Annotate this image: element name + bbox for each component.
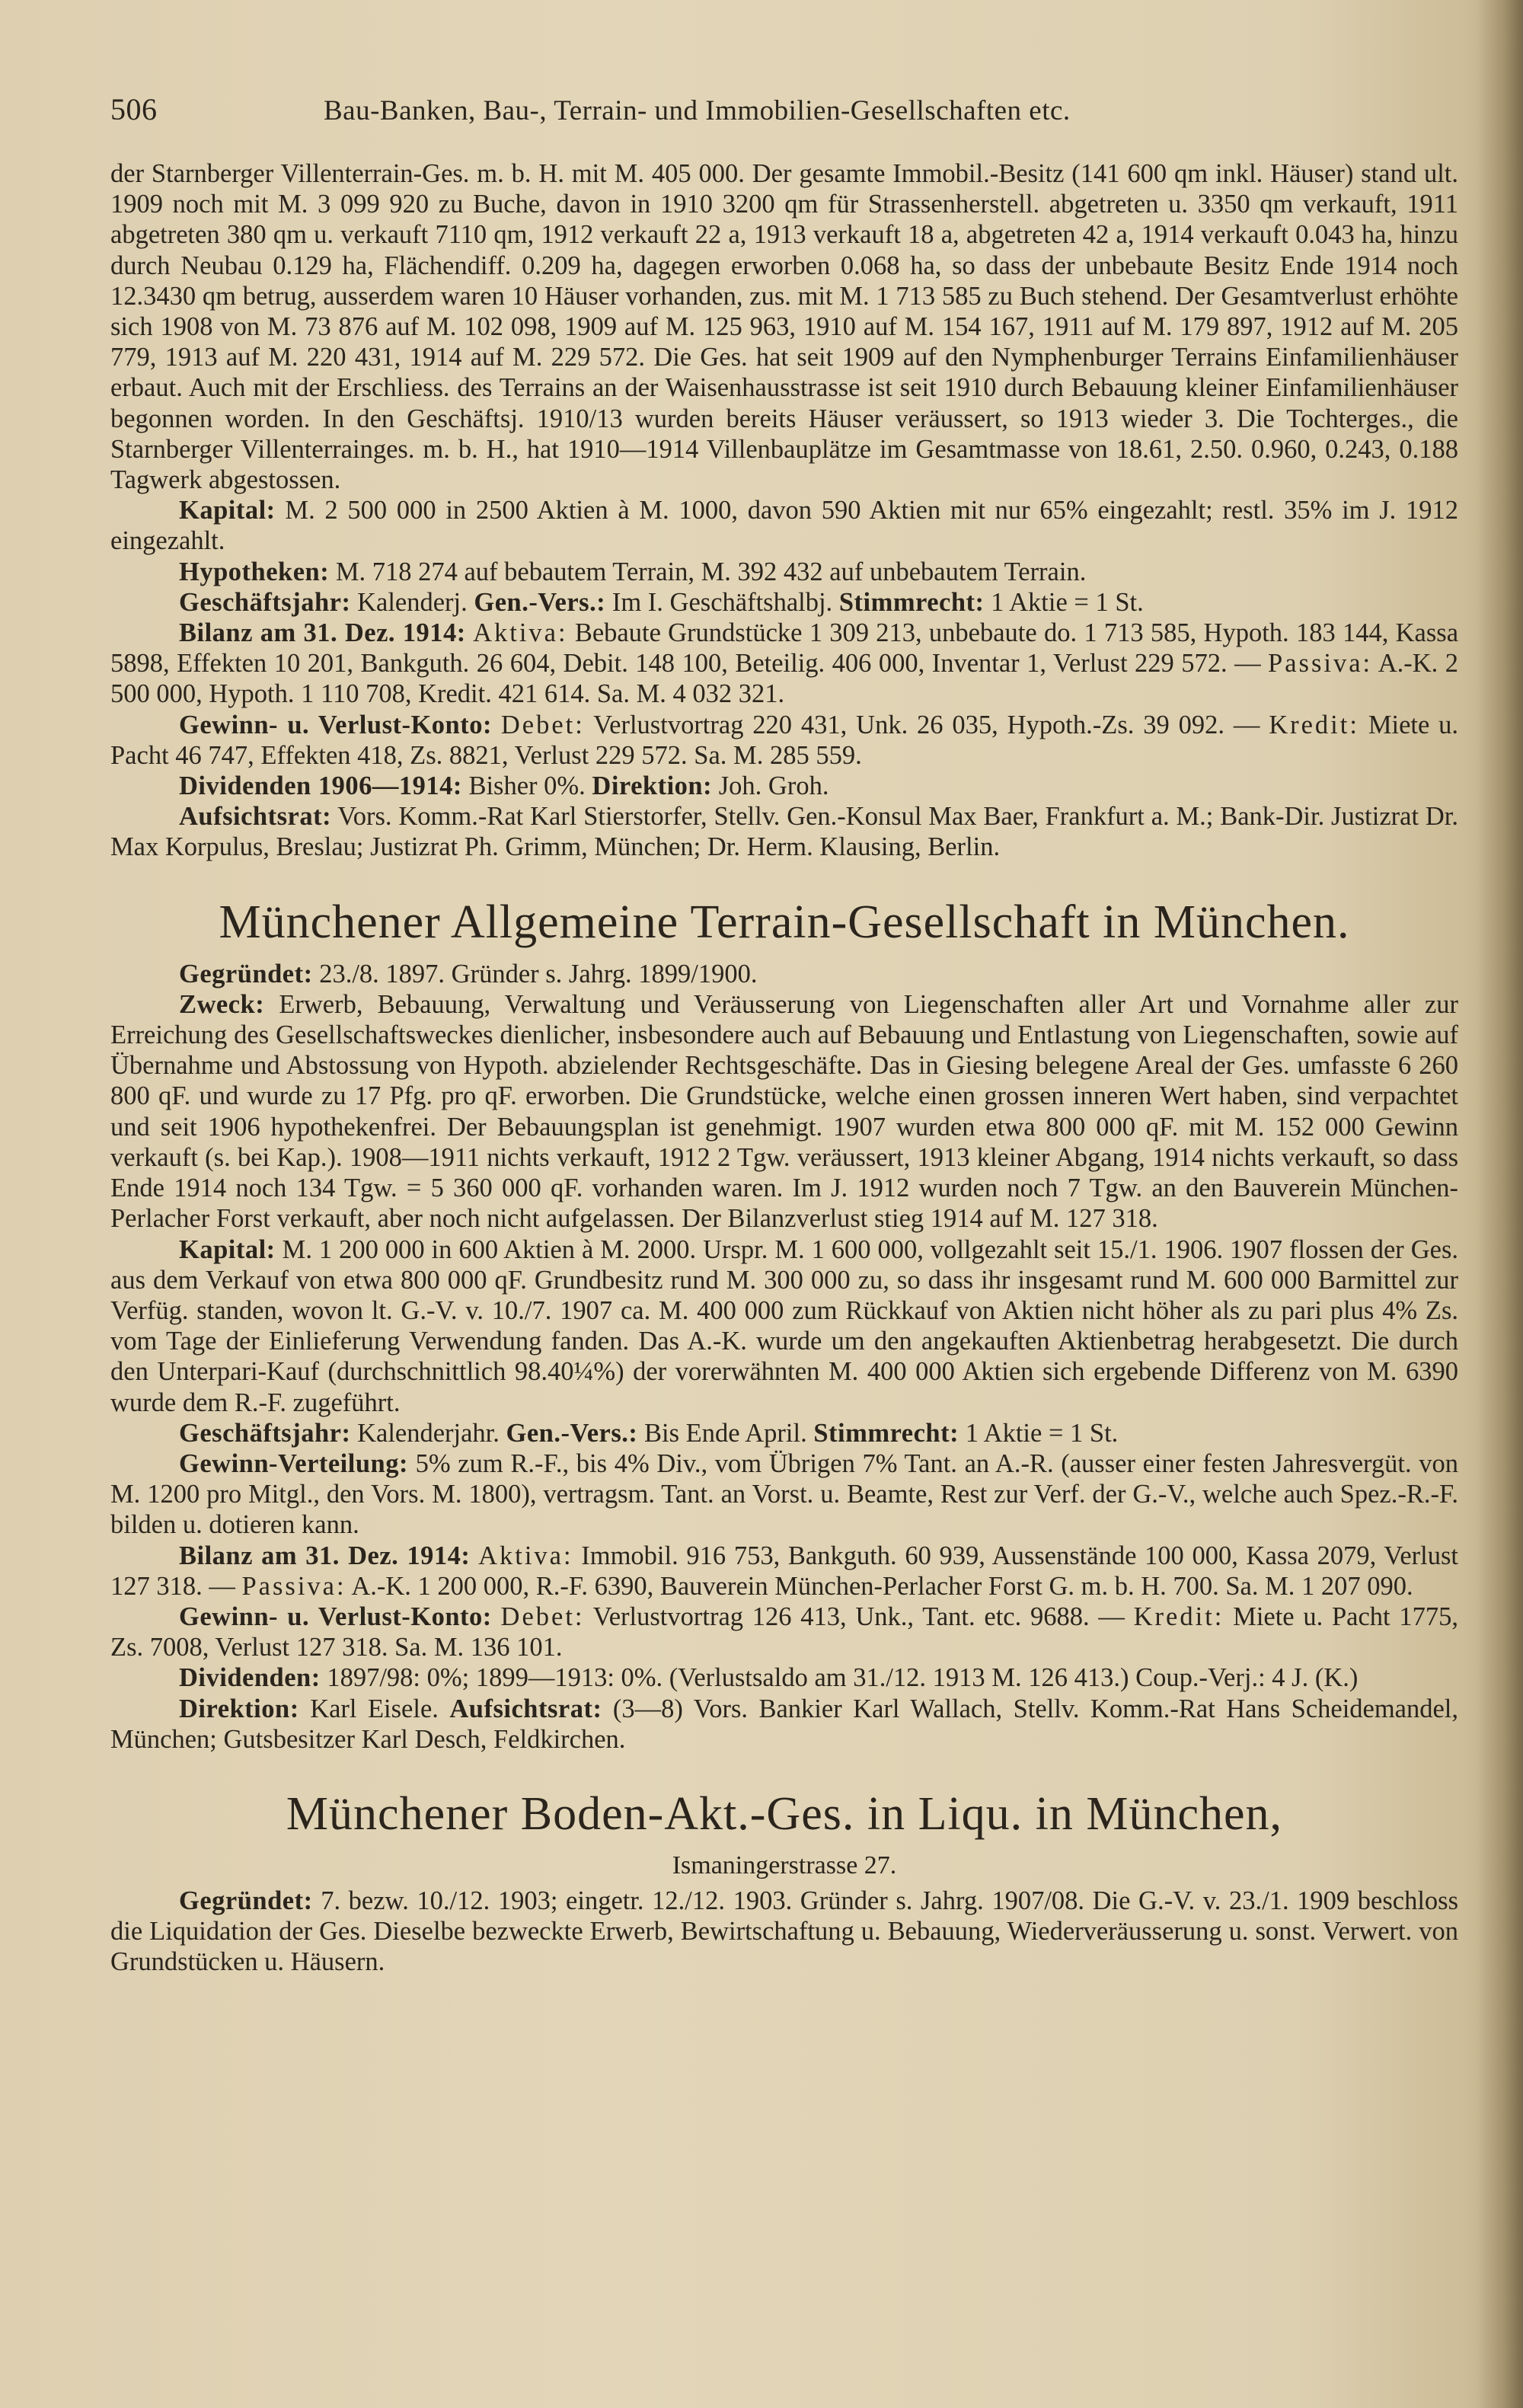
prev-gewinn-verlust: Gewinn- u. Verlust-Konto: Debet: Verlustvortrag 220 431, Unk. 26 035, Hypoth.-Zs. 39 092. — Kredit: Miete u. Pacht 46 747, Effekten 418, Zs. 8821, Verlust 229 572. Sa. M. 285 559. [110, 710, 1459, 770]
entry1-gewinn-verlust: Gewinn- u. Verlust-Konto: Debet: Verlustvortrag 126 413, Unk., Tant. etc. 9688. — Kredit: Miete u. Pacht 1775, Zs. 7008, Verlust 127 318. Sa. M. 136 101. [110, 1602, 1459, 1662]
running-head [110, 91, 1458, 137]
prev-bilanz: Bilanz am 31. Dez. 1914: Aktiva: Bebaute Grundstücke 1 309 213, unbebaute do. 1 713 585, Hypoth. 183 144, Kassa 5898, Effekten 10 201, Bankguth. 26 604, Debit. 148 100, Beteilig. 406 000, Inventar 1, Verlust 229 572. — Passiva: A.-K. 2 500 000, Hypoth. 1 110 708, Kredit. 421 614. Sa. M. 4 032 321. [110, 618, 1459, 709]
entry1-direktion: Direktion: Karl Eisele. Aufsichtsrat: (3—8) Vors. Bankier Karl Wallach, Stellv. Komm.-Rat Hans Scheidemandel, München; Gutsbesitzer Karl Desch, Feldkirchen. [110, 1694, 1459, 1754]
page-content [110, 91, 1458, 1978]
entry1-geschaeftsjahr: Geschäftsjahr: Kalenderjahr. Gen.-Vers.: Bis Ende April. Stimmrecht: 1 Aktie = 1 St. [179, 1418, 1119, 1448]
entry2-body [110, 1886, 1458, 1978]
entry2-gegruendet: Gegründet: 7. bezw. 10./12. 1903; eingetr. 12./12. 1903. Gründer s. Jahrg. 1907/08. Die G.-V. v. 23./1. 1909 beschloss die Liquidation der Ges. Dieselbe bezweckte Erwerb, Bewirtschaftung u. Bebauung, Wiederveräusserung u. sonst. Verwert. von Grundstücken u. Häusern. [110, 1886, 1459, 1977]
previous-entry [110, 158, 1458, 863]
prev-aufsichtsrat: Aufsichtsrat: Vors. Komm.-Rat Karl Stierstorfer, Stellv. Gen.-Konsul Max Baer, Frankfurt a. M.; Bank-Dir. Justizrat Dr. Max Korpulus, Breslau; Justizrat Ph. Grimm, München; Dr. Herm. Klausing, Berlin. [110, 802, 1458, 862]
prev-geschaeftsjahr: Geschäftsjahr: Kalenderj. Gen.-Vers.: Im I. Geschäftshalbj. Stimmrecht: 1 Aktie = 1 St. [179, 587, 1144, 617]
prev-dividenden: Dividenden 1906—1914: Bisher 0%. Direktion: Joh. Groh. [179, 771, 829, 801]
entry1-title: Münchener Allgemeine Terrain-Gesellschaft in München. [219, 896, 1350, 948]
entry1-zweck: Zweck: Erwerb, Bebauung, Verwaltung und Veräusserung von Liegenschaften aller Art und Vornahme aller zur Erreichung des Gesellschaftsweckes dienlicher, insbesondere auch auf Bebauung und Entlastung von Liegenschaften, sowie auf Übernahme und Abstossung von Hypoth. abzielender Rechtsgeschäfte. Das in Giesing belegene Areal der Ges. umfasste 6 260 800 qF. und wurde zu 17 Pfg. pro qF. erworben. Die Grundstücke, welche einen grossen inneren Wert haben, sind verpachtet und seit 1906 hypothekenfrei. Der Bebauungsplan ist genehmigt. 1907 wurden etwa 800 000 qF. mit M. 152 000 Gewinn verkauft (s. bei Kap.). 1908—1911 nichts verkauft, 1912 2 Tgw. veräussert, 1913 kleiner Abgang, 1914 nichts verkauft, so dass Ende 1914 noch 134 Tgw. = 5 360 000 qF. vorhanden waren. Im J. 1912 wurden noch 7 Tgw. an den Bauverein München-Perlacher Forst verkauft, aber noch nicht aufgelassen. Der Bilanzverlust stieg 1914 auf M. 127 318. [110, 989, 1458, 1234]
prev-kapital: Kapital: M. 2 500 000 in 2500 Aktien à M. 1000, davon 590 Aktien mit nur 65% eingezahlt; restl. 35% im J. 1912 eingezahlt. [110, 496, 1458, 556]
prev-intro-paragraph: der Starnberger Villenterrain-Ges. m. b. H. mit M. 405 000. Der gesamte Immobil.-Besitz (141 600 qm inkl. Häuser) stand ult. 1909 noch mit M. 3 099 920 zu Buche, davon in 1910 3200 qm für Strassenherstell. abgetreten u. 3350 qm verkauft, 1911 abgetreten 380 qm u. verkauft 7110 qm, 1912 verkauft 22 a, 1913 verkauft 18 a, abgetreten 42 a, 1914 verkauft 0.043 ha, hinzu durch Neubau 0.129 ha, Flächendiff. 0.209 ha, dagegen erworben 0.068 ha, so dass der unbebaute Besitz Ende 1914 noch 12.3430 qm betrug, ausserdem waren 10 Häuser vorhanden, zus. mit M. 1 713 585 zu Buch stehend. Der Gesamtverlust erhöhte sich 1908 von M. 73 876 auf M. 102 098, 1909 auf M. 125 963, 1910 auf M. 154 167, 1911 auf M. 179 897, 1912 auf M. 205 779, 1913 auf M. 220 431, 1914 auf M. 229 572. Die Ges. hat seit 1909 auf den Nymphenburger Terrains Einfamilienhäuser erbaut. Auch mit der Erschliess. des Terrains an der Waisenhausstrasse ist seit 1910 durch Bebauung kleiner Einfamilienhäuser begonnen worden. In den Geschäftsj. 1910/13 wurden bereits Häuser veräussert, so 1913 wieder 3. Die Tochterges., die Starnberger Villenterrainges. m. b. H., hat 1910—1914 Villenbauplätze im Gesamtmasse von 18.61, 2.50. 0.960, 0.243, 0.188 Tagwerk abgestossen. [110, 159, 1458, 495]
entry1-kapital: Kapital: M. 1 200 000 in 600 Aktien à M. 2000. Urspr. M. 1 600 000, vollgezahlt seit 15./1. 1906. 1907 flossen der Ges. aus dem Verkauf von etwa 800 000 qF. Grundbesitz rund M. 300 000 zu, so dass ihr insgesamt rund M. 600 000 Barmittel zur Verfüg. standen, wovon lt. G.-V. v. 10./7. 1907 ca. M. 400 000 zum Rückkauf von Aktien nicht höher als zu pari plus 4% Zs. vom Tage der Einlieferung Verwendung fanden. Das A.-K. wurde um den angekauften Aktienbetrag herabgesetzt. Die durch den Unterpari-Kauf (durchschnittlich 98.40¼%) der vorerwähnten M. 400 000 Aktien sich ergebende Differenz von M. 6390 wurde dem R.-F. zugeführt. [110, 1234, 1459, 1417]
page-number: 506 [110, 92, 158, 126]
entry1-gegruendet: Gegründet: 23./8. 1897. Gründer s. Jahrg. 1899/1900. [179, 959, 758, 988]
running-title: Bau-Banken, Bau-, Terrain- und Immobilien-Gesellschaften etc. [324, 95, 1071, 126]
entry1-body [110, 959, 1458, 1755]
entry1-gewinn-verteilung: Gewinn-Verteilung: 5% zum R.-F., bis 4% Div., vom Übrigen 7% Tant. an A.-R. (ausser einer festen Jahresvergüt. von M. 1200 pro Mitgl., den Vors. M. 1800), vertragsm. Tant. an Vorst. u. Beamte, Rest zur Verf. der G.-V., welche auch Spez.-R.-F. bilden u. dotieren kann. [110, 1448, 1458, 1540]
book-spine-shadow [1477, 0, 1523, 2408]
entry1-bilanz: Bilanz am 31. Dez. 1914: Aktiva: Immobil. 916 753, Bankguth. 60 939, Aussenstände 100 000, Kassa 2079, Verlust 127 318. — Passiva: A.-K. 1 200 000, R.-F. 6390, Bauverein München-Perlacher Forst G. m. b. H. 700. Sa. M. 1 207 090. [110, 1541, 1459, 1601]
entry1-dividenden: Dividenden: 1897/98: 0%; 1899—1913: 0%. (Verlustsaldo am 31./12. 1913 M. 126 413.) Coup.-Verj.: 4 J. (K.) [179, 1663, 1359, 1693]
entry2-title: Münchener Boden-Akt.-Ges. in Liqu. in München, [286, 1787, 1283, 1840]
entry2-address: Ismaningerstrasse 27. [672, 1851, 897, 1879]
prev-hypotheken: Hypotheken: M. 718 274 auf bebautem Terrain, M. 392 432 auf unbebautem Terrain. [179, 557, 1087, 586]
